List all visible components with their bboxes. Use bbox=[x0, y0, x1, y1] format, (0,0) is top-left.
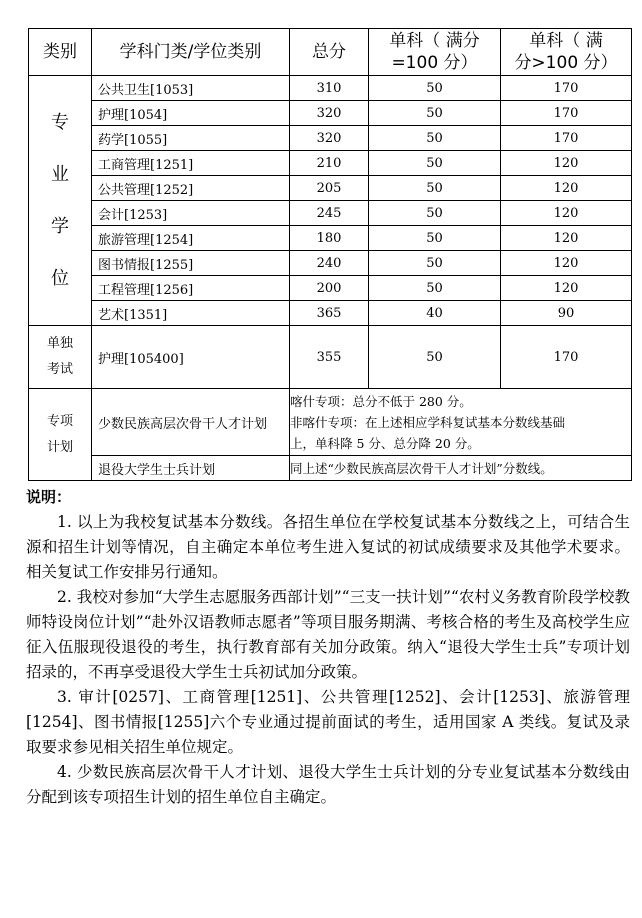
single-gt100-score: 120 bbox=[501, 176, 632, 201]
category-professional bbox=[29, 76, 92, 326]
note-paragraph: 2. 我校对参加“大学生志愿服务西部计划”“三支一扶计划”“农村义务教育阶段学校教师特设岗位计划”“赴外汉语教师志愿者”等项目服务期满、考核合格的考生及高校学生应征入伍服现役退役的考生，执行教育部有关加分政策。纳入“退役大学生士兵”专项计划招录的，不再享受退役大学生士兵初试加分政策。 bbox=[26, 588, 630, 681]
category-char: 业 bbox=[51, 163, 69, 185]
table-header-row bbox=[29, 29, 632, 76]
single-100-score: 40 bbox=[369, 301, 501, 326]
total-score: 205 bbox=[290, 176, 369, 201]
category-line: 专项 bbox=[46, 413, 73, 429]
single-gt100-score: 120 bbox=[501, 151, 632, 176]
header-single-100-line2: =100 分） bbox=[391, 53, 478, 73]
note-paragraph: 3. 审计[0257]、工商管理[1251]、公共管理[1252]、会计[1253]、旅游管理[1254]、图书情报[1255]六个专业通过提前面试的考生，适用国家 A 类线。复试及录取要求参见相关招生单位规定。 bbox=[26, 688, 630, 756]
table-row bbox=[29, 276, 632, 301]
single-gt100-score: 120 bbox=[501, 251, 632, 276]
score-note: 同上述“少数民族高层次骨干人才计划”分数线。 bbox=[290, 456, 632, 481]
total-score: 310 bbox=[290, 76, 369, 101]
single-100-score: 50 bbox=[369, 276, 501, 301]
table-row bbox=[29, 151, 632, 176]
table-row-special-minority bbox=[29, 389, 632, 456]
note-line: 喀什专项：总分不低于 280 分。 bbox=[290, 393, 472, 409]
table-row bbox=[29, 126, 632, 151]
score-note bbox=[290, 389, 632, 456]
category-char: 位 bbox=[51, 267, 69, 289]
category-line: 考试 bbox=[46, 362, 73, 377]
single-100-score: 50 bbox=[369, 326, 501, 389]
single-gt100-score: 120 bbox=[501, 276, 632, 301]
table-row bbox=[29, 201, 632, 226]
total-score: 320 bbox=[290, 126, 369, 151]
category-independent bbox=[29, 326, 92, 389]
single-100-score: 50 bbox=[369, 226, 501, 251]
total-score: 355 bbox=[290, 326, 369, 389]
header-single-gt100-line2: 分>100 分） bbox=[514, 53, 618, 73]
subject-name: 工程管理[1256] bbox=[92, 276, 290, 301]
single-gt100-score: 170 bbox=[501, 126, 632, 151]
subject-name: 退役大学生士兵计划 bbox=[92, 456, 290, 481]
category-line: 单独 bbox=[46, 336, 73, 351]
single-100-score: 50 bbox=[369, 176, 501, 201]
single-gt100-score: 90 bbox=[501, 301, 632, 326]
subject-name: 护理[105400] bbox=[92, 326, 290, 389]
subject-name: 图书情报[1255] bbox=[92, 251, 290, 276]
single-100-score: 50 bbox=[369, 101, 501, 126]
single-100-score: 50 bbox=[369, 126, 501, 151]
total-score: 210 bbox=[290, 151, 369, 176]
table-row-independent bbox=[29, 326, 632, 389]
single-100-score: 50 bbox=[369, 151, 501, 176]
single-100-score: 50 bbox=[369, 76, 501, 101]
single-100-score: 50 bbox=[369, 201, 501, 226]
table-row bbox=[29, 301, 632, 326]
total-score: 200 bbox=[290, 276, 369, 301]
header-single-gt100-line1: 单科（ 满 bbox=[529, 31, 603, 51]
header-single-100 bbox=[369, 29, 501, 76]
header-single-100-line1: 单科（ 满分 bbox=[389, 31, 480, 51]
header-category: 类别 bbox=[29, 29, 92, 76]
table-row bbox=[29, 226, 632, 251]
total-score: 320 bbox=[290, 101, 369, 126]
subject-name: 旅游管理[1254] bbox=[92, 226, 290, 251]
notes-section bbox=[26, 485, 630, 810]
header-total: 总分 bbox=[290, 29, 369, 76]
subject-name: 艺术[1351] bbox=[92, 301, 290, 326]
score-table bbox=[28, 28, 632, 481]
header-subject: 学科门类/学位类别 bbox=[92, 29, 290, 76]
total-score: 245 bbox=[290, 201, 369, 226]
category-line: 计划 bbox=[46, 439, 73, 455]
note-paragraph: 1. 以上为我校复试基本分数线。各招生单位在学校复试基本分数线之上，可结合生源和招生计划等情况，自主确定本单位考生进入复试的初试成绩要求及其他学术要求。相关复试工作安排另行通知。 bbox=[26, 513, 630, 581]
category-special bbox=[29, 389, 92, 481]
total-score: 365 bbox=[290, 301, 369, 326]
note-paragraph: 4. 少数民族高层次骨干人才计划、退役大学生士兵计划的分专业复试基本分数线由分配到该专项招生计划的招生单位自主确定。 bbox=[26, 763, 630, 806]
table-row bbox=[29, 176, 632, 201]
table-row bbox=[29, 101, 632, 126]
table-row bbox=[29, 76, 632, 101]
category-char: 专 bbox=[51, 111, 69, 133]
single-gt100-score: 170 bbox=[501, 326, 632, 389]
total-score: 180 bbox=[290, 226, 369, 251]
note-line: 上，单科降 5 分、总分降 20 分。 bbox=[290, 435, 480, 451]
single-gt100-score: 170 bbox=[501, 76, 632, 101]
single-100-score: 50 bbox=[369, 251, 501, 276]
subject-name: 会计[1253] bbox=[92, 201, 290, 226]
table-row-special-veteran bbox=[29, 456, 632, 481]
header-single-gt100 bbox=[501, 29, 632, 76]
subject-name: 药学[1055] bbox=[92, 126, 290, 151]
single-gt100-score: 120 bbox=[501, 201, 632, 226]
subject-name: 少数民族高层次骨干人才计划 bbox=[92, 389, 290, 456]
table-row bbox=[29, 251, 632, 276]
notes-title: 说明： bbox=[26, 488, 72, 506]
category-char: 学 bbox=[51, 215, 69, 237]
subject-name: 工商管理[1251] bbox=[92, 151, 290, 176]
subject-name: 公共卫生[1053] bbox=[92, 76, 290, 101]
single-gt100-score: 120 bbox=[501, 226, 632, 251]
subject-name: 护理[1054] bbox=[92, 101, 290, 126]
total-score: 240 bbox=[290, 251, 369, 276]
subject-name: 公共管理[1252] bbox=[92, 176, 290, 201]
single-gt100-score: 170 bbox=[501, 101, 632, 126]
note-line: 非喀什专项：在上述相应学科复试基本分数线基础 bbox=[290, 414, 566, 430]
